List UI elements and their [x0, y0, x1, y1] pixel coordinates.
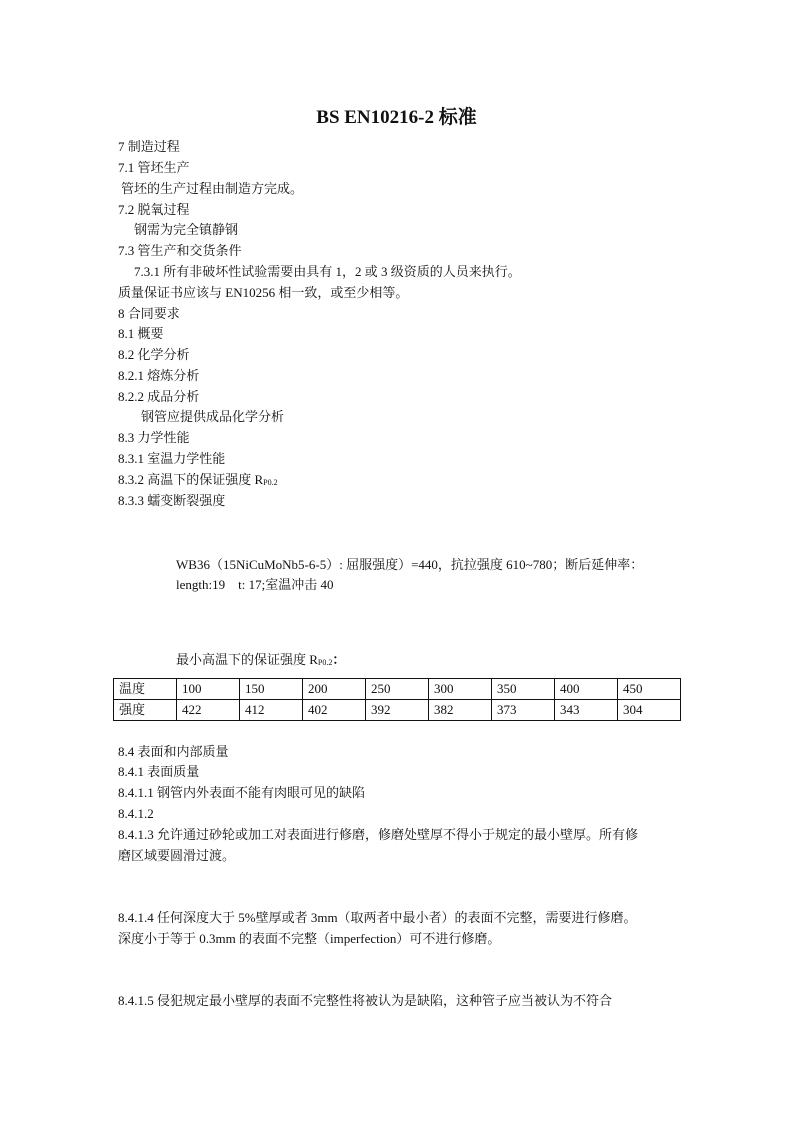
paragraph: 8.4.1.4 任何深度大于 5%壁厚或者 3mm（取两者中最小者）的表面不完整，需要进行修磨。 — [118, 910, 637, 925]
paragraph: 8.4.1.1 钢管内外表面不能有肉眼可见的缺陷 — [118, 785, 366, 800]
heading-7: 7 制造过程 — [118, 139, 180, 154]
paragraph: 管坯的生产过程由制造方完成。 — [121, 181, 304, 196]
heading-8-3: 8.3 力学性能 — [118, 430, 190, 445]
paragraph: 磨区域要圆滑过渡。 — [118, 848, 236, 863]
caption-colon: ： — [332, 652, 346, 667]
table-cell: 412 — [240, 700, 303, 721]
heading-7-1: 7.1 管坯生产 — [118, 160, 190, 175]
heading-8-3-1: 8.3.1 室温力学性能 — [118, 451, 226, 466]
heading-8-4-1: 8.4.1 表面质量 — [118, 764, 200, 779]
table-cell: 300 — [429, 679, 492, 700]
table-cell: 150 — [240, 679, 303, 700]
paragraph: 8.4.1.5 侵犯规定最小壁厚的表面不完整性将被认为是缺陷，这种管子应当被认为不符合 — [118, 993, 613, 1008]
paragraph: 深度小于等于 0.3mm 的表面不完整（imperfection）可不进行修磨。 — [118, 931, 501, 946]
subscript: P0.2 — [317, 658, 333, 667]
wb36-line-2: length:19 t: 17;室温冲击 40 — [176, 577, 334, 592]
table-cell: 强度 — [114, 700, 177, 721]
table-cell: 250 — [366, 679, 429, 700]
table-cell: 100 — [177, 679, 240, 700]
table-cell: 343 — [555, 700, 618, 721]
heading-7-2: 7.2 脱氧过程 — [118, 202, 190, 217]
table-cell: 304 — [618, 700, 681, 721]
paragraph: 钢需为完全镇静钢 — [134, 222, 239, 237]
table-cell: 392 — [366, 700, 429, 721]
heading-8-2: 8.2 化学分析 — [118, 347, 190, 362]
heading-8-3-2 — [118, 472, 278, 491]
heading-8-2-2: 8.2.2 成品分析 — [118, 389, 200, 404]
paragraph: 8.4.1.2 — [118, 806, 154, 821]
table-row — [114, 700, 681, 721]
paragraph: 8.4.1.3 允许通过砂轮或加工对表面进行修磨，修磨处壁厚不得小于规定的最小壁厚。所有修 — [118, 827, 639, 842]
heading-text: 8.3.2 高温下的保证强度 R — [118, 472, 264, 487]
table-cell: 200 — [303, 679, 366, 700]
wb36-line-1: WB36（15NiCuMoNb5-6-5）: 屈服强度）=440，抗拉强度 610~780；断后延伸率： — [176, 557, 644, 572]
heading-8: 8 合同要求 — [118, 306, 180, 321]
table-cell: 402 — [303, 700, 366, 721]
heading-8-4: 8.4 表面和内部质量 — [118, 744, 229, 759]
heading-8-1: 8.1 概要 — [118, 326, 164, 341]
table-cell: 382 — [429, 700, 492, 721]
table-row — [114, 679, 681, 700]
heading-8-3-3: 8.3.3 蠕变断裂强度 — [118, 493, 226, 508]
table-cell: 373 — [492, 700, 555, 721]
paragraph: 钢管应提供成品化学分析 — [141, 409, 285, 424]
table-caption — [176, 652, 345, 671]
page-title: BS EN10216-2 标准 — [316, 107, 477, 128]
table-cell: 350 — [492, 679, 555, 700]
caption-text: 最小高温下的保证强度 R — [176, 652, 318, 667]
paragraph: 7.3.1 所有非破坏性试验需要由具有 1，2 或 3 级资质的人员来执行。 — [134, 264, 521, 279]
paragraph: 质量保证书应该与 EN10256 相一致，或至少相等。 — [118, 285, 409, 300]
heading-8-2-1: 8.2.1 熔炼分析 — [118, 368, 200, 383]
table-cell: 422 — [177, 700, 240, 721]
table-cell: 400 — [555, 679, 618, 700]
heading-7-3: 7.3 管生产和交货条件 — [118, 243, 242, 258]
subscript: P0.2 — [263, 478, 278, 487]
table-cell: 温度 — [114, 679, 177, 700]
table-cell: 450 — [618, 679, 681, 700]
proof-strength-table — [113, 678, 681, 721]
